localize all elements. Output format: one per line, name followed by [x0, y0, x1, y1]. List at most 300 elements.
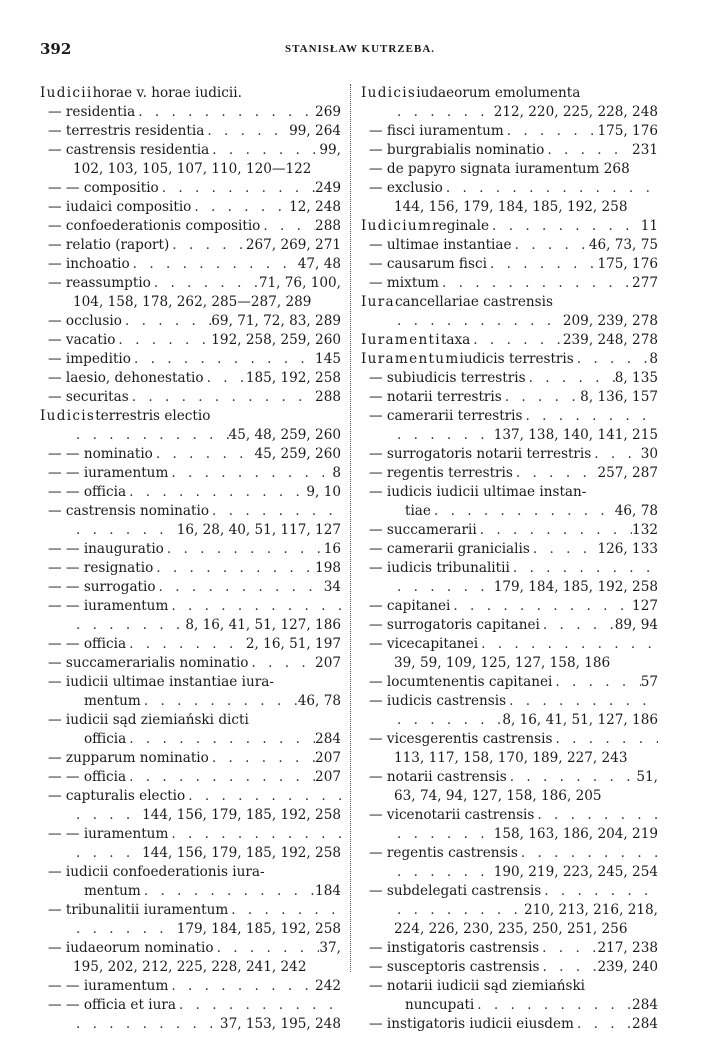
- page-references: 175, 176: [597, 123, 658, 139]
- dot-leader: [156, 578, 324, 597]
- dot-leader: [168, 825, 341, 844]
- entry-term: — reassumptio: [48, 275, 151, 291]
- page-references: 284: [315, 731, 341, 747]
- page-references: 11: [640, 218, 658, 234]
- entry-term: — — resignatio: [48, 560, 154, 576]
- dot-leader: [126, 730, 315, 749]
- index-entry: [361, 312, 658, 331]
- page-references: 210, 213, 216, 218,: [523, 902, 658, 918]
- entry-term: — locumtenentis capitanei: [369, 674, 553, 690]
- entry-term: — notarii castrensis: [369, 769, 507, 785]
- index-entry: [361, 806, 658, 825]
- dot-leader: [526, 369, 615, 388]
- index-entry: [361, 141, 658, 160]
- page-references: 217, 238: [597, 940, 658, 956]
- page-references: 71, 76, 100,: [258, 275, 341, 291]
- page-references: 257, 287: [597, 465, 658, 481]
- index-heading-entry: [40, 84, 341, 103]
- dot-leader: [474, 996, 632, 1015]
- index-entry: [361, 559, 658, 578]
- entry-keyword: Iudicis: [361, 85, 417, 101]
- dot-leader: [73, 806, 142, 825]
- dot-leader: [477, 521, 632, 540]
- index-entry: [361, 787, 658, 806]
- index-entry: [40, 426, 341, 445]
- page-references: 175, 176: [597, 256, 658, 272]
- entry-term: iudaeorum emolumenta: [416, 85, 581, 101]
- page-references: 45, 48, 259, 260: [228, 427, 341, 443]
- page-references: 8, 135: [614, 370, 658, 386]
- entry-term: — ultimae instantiae: [369, 237, 512, 253]
- index-heading-entry: [361, 293, 658, 312]
- index-entry: [40, 331, 341, 350]
- index-entry: [40, 977, 341, 996]
- dot-leader: [176, 996, 341, 1015]
- index-entry: [361, 749, 658, 768]
- entry-term: officia: [84, 731, 127, 747]
- page-references: 46, 78: [614, 503, 658, 519]
- dot-leader: [141, 882, 315, 901]
- page-references: 284: [632, 997, 658, 1013]
- index-entry: [40, 597, 341, 616]
- index-entry: [40, 369, 341, 388]
- index-entry: [361, 160, 658, 179]
- page-references: 46, 73, 75: [588, 237, 658, 253]
- dot-leader: [544, 141, 632, 160]
- index-entry: [40, 768, 341, 787]
- entry-term: — — officia: [48, 769, 127, 785]
- index-entry: [40, 122, 341, 141]
- entry-term: — vicesgerentis castrensis: [369, 731, 553, 747]
- dot-leader: [489, 217, 641, 236]
- entry-keyword: Iuramenti: [361, 332, 441, 348]
- page-references: 99, 264: [289, 123, 341, 139]
- page-references: 99,: [319, 142, 341, 158]
- page-references: 126, 133: [597, 541, 658, 557]
- dot-leader: [73, 844, 142, 863]
- index-entry: [361, 939, 658, 958]
- dot-leader: [185, 787, 341, 806]
- entry-term: — notarii iudicii sąd ziemiański: [369, 978, 586, 994]
- page-references: 51,: [636, 769, 658, 785]
- entry-term: — instigatoris iudicii eiusdem: [369, 1016, 574, 1032]
- index-entry: [40, 882, 341, 901]
- page-references: 2, 16, 51, 197: [245, 636, 341, 652]
- index-heading-entry: [361, 350, 658, 369]
- index-entry: [361, 882, 658, 901]
- index-entry: [361, 179, 658, 198]
- entry-term: — vacatio: [48, 332, 116, 348]
- index-entry: [40, 483, 341, 502]
- entry-term: — relatio (raport): [48, 237, 170, 253]
- index-entry: [361, 996, 658, 1015]
- page-number: 392: [40, 40, 72, 58]
- index-entry: [361, 369, 658, 388]
- dot-leader: [209, 141, 319, 160]
- index-entry: [40, 293, 341, 312]
- page-references: 179, 184, 185, 192, 258: [493, 579, 658, 595]
- dot-leader: [204, 369, 246, 388]
- entry-keyword: Iudicii: [40, 85, 93, 101]
- page-header: [40, 40, 680, 64]
- dot-leader: [478, 635, 658, 654]
- entry-term: iudicis terrestris: [459, 351, 574, 367]
- page-references: 209, 239, 278: [562, 313, 658, 329]
- entry-term: reginale: [432, 218, 490, 234]
- index-entry: [361, 274, 658, 293]
- entry-term: — regentis terrestris: [369, 465, 513, 481]
- page-references: 207: [315, 769, 341, 785]
- index-entry: [361, 673, 658, 692]
- index-entry: [361, 464, 658, 483]
- dot-leader: [126, 635, 246, 654]
- entry-term: 63, 74, 94, 127, 158, 186, 205: [394, 788, 602, 804]
- page-references: 89, 94: [614, 617, 658, 633]
- page-references: 198: [315, 560, 341, 576]
- page-references: 185, 192, 258: [245, 370, 341, 386]
- index-entry: [40, 1015, 341, 1034]
- entry-term: — — iuramentum: [48, 978, 169, 994]
- dot-leader: [141, 692, 298, 711]
- index-entry: [40, 521, 341, 540]
- dot-leader: [73, 920, 177, 939]
- entry-term: 113, 117, 158, 170, 189, 227, 243: [394, 750, 628, 766]
- entry-term: — — iuramentum: [48, 465, 169, 481]
- page-references: 288: [315, 389, 341, 405]
- index-entry: [361, 483, 658, 502]
- entry-term: — castrensis residentia: [48, 142, 210, 158]
- entry-term: — succamerarialis nominatio: [48, 655, 249, 671]
- dot-leader: [73, 616, 185, 635]
- dot-leader: [540, 958, 598, 977]
- entry-term: cancellariae castrensis: [394, 294, 553, 310]
- page-references: 179, 184, 185, 192, 258: [176, 921, 341, 937]
- index-entry: [40, 939, 341, 958]
- dot-leader: [159, 179, 315, 198]
- entry-term: horae v. horae iudicii.: [92, 85, 242, 101]
- entry-term: mentum: [84, 693, 141, 709]
- index-entry: [361, 616, 658, 635]
- index-entry: [40, 616, 341, 635]
- entry-term: — surrogatoris capitanei: [369, 617, 540, 633]
- index-heading-entry: [361, 84, 658, 103]
- index-entry: [40, 179, 341, 198]
- index-entry: [361, 730, 658, 749]
- index-entry: [40, 103, 341, 122]
- index-entry: [40, 711, 341, 730]
- entry-term: — camerarii terrestris: [369, 408, 523, 424]
- dot-leader: [394, 711, 502, 730]
- dot-leader: [394, 825, 494, 844]
- entry-term: — confoederationis compositio: [48, 218, 261, 234]
- page-references: 267, 269, 271: [245, 237, 341, 253]
- index-entry: [361, 920, 658, 939]
- page-references: 145: [315, 351, 341, 367]
- entry-term: — vicecapitanei: [369, 636, 479, 652]
- page-references: 37,: [319, 940, 341, 956]
- page-references: 47, 48: [297, 256, 341, 272]
- page-references: 144, 156, 179, 185, 192, 258: [142, 845, 341, 861]
- entry-term: — iudicii confoederationis iura-: [48, 864, 265, 880]
- page-references: 212, 220, 225, 228, 248: [493, 104, 658, 120]
- page-references: 30: [640, 446, 658, 462]
- dot-leader: [487, 255, 598, 274]
- dot-leader: [470, 331, 563, 350]
- dot-leader: [260, 217, 315, 236]
- dot-leader: [153, 559, 315, 578]
- page-references: 8, 136, 157: [580, 389, 658, 405]
- index-entry: [40, 654, 341, 673]
- dot-leader: [439, 274, 632, 293]
- dot-leader: [530, 540, 598, 559]
- dot-leader: [228, 901, 341, 920]
- page-references: 8: [332, 465, 341, 481]
- dot-leader: [502, 388, 580, 407]
- dot-leader: [504, 122, 598, 141]
- index-entry: [40, 236, 341, 255]
- index-entry: [40, 692, 341, 711]
- index-entry: [361, 958, 658, 977]
- entry-term: — mixtum: [369, 275, 439, 291]
- dot-leader: [541, 882, 658, 901]
- dot-leader: [510, 559, 658, 578]
- entry-keyword: Iuramentum: [361, 351, 460, 367]
- index-entry: [40, 673, 341, 692]
- entry-term: — terrestris residentia: [48, 123, 205, 139]
- index-entry: [40, 388, 341, 407]
- index-entry: [40, 996, 341, 1015]
- entry-term: — — officia et iura: [48, 997, 176, 1013]
- dot-leader: [168, 977, 315, 996]
- index-entry: [40, 350, 341, 369]
- entry-term: — iudicii sąd ziemiański dicti: [48, 712, 249, 728]
- dot-leader: [450, 597, 632, 616]
- index-entry: [40, 198, 341, 217]
- dot-leader: [249, 654, 316, 673]
- dot-leader: [394, 863, 494, 882]
- entry-term: — — inauguratio: [48, 541, 164, 557]
- entry-term: terrestris electio: [95, 408, 211, 424]
- index-entry: [361, 844, 658, 863]
- index-entry: [40, 464, 341, 483]
- page-references: 231: [632, 142, 658, 158]
- dot-leader: [506, 692, 658, 711]
- page-references: 284: [632, 1016, 658, 1032]
- dot-leader: [209, 749, 315, 768]
- dot-leader: [130, 255, 298, 274]
- dot-leader: [518, 844, 658, 863]
- index-entry: [361, 597, 658, 616]
- entry-term: — iudaeorum nominatio: [48, 940, 214, 956]
- entry-term: — subiudicis terrestris: [369, 370, 526, 386]
- entry-term: — de papyro signata iuramentum 268: [369, 161, 630, 177]
- index-entry: [40, 863, 341, 882]
- index-entry: [361, 236, 658, 255]
- entry-term: — exclusio: [369, 180, 443, 196]
- dot-leader: [394, 901, 524, 920]
- index-heading-entry: [361, 331, 658, 350]
- index-entry: [40, 160, 341, 179]
- entry-term: — vicenotarii castrensis: [369, 807, 535, 823]
- index-entry: [361, 103, 658, 122]
- index-entry: [40, 578, 341, 597]
- index-entry: [40, 730, 341, 749]
- index-entry: [40, 312, 341, 331]
- index-heading-entry: [361, 217, 658, 236]
- page-references: 239, 240: [597, 959, 658, 975]
- dot-leader: [394, 426, 494, 445]
- dot-leader: [168, 597, 341, 616]
- page-references: 249: [315, 180, 341, 196]
- dot-leader: [73, 521, 177, 540]
- page-references: 137, 138, 140, 141, 215: [493, 427, 658, 443]
- dot-leader: [507, 768, 637, 787]
- dot-leader: [209, 502, 341, 521]
- entry-term: 39, 59, 109, 125, 127, 158, 186: [394, 655, 611, 671]
- entry-term: — — officia: [48, 636, 127, 652]
- index-entry: [361, 977, 658, 996]
- dot-leader: [153, 445, 255, 464]
- dot-leader: [191, 198, 289, 217]
- index-entry: [40, 844, 341, 863]
- page-references: 158, 163, 186, 204, 219: [493, 826, 658, 842]
- page-references: 239, 248, 278: [562, 332, 658, 348]
- index-entry: [361, 198, 658, 217]
- page-references: 277: [632, 275, 658, 291]
- entry-term: — castrensis nominatio: [48, 503, 210, 519]
- index-entry: [40, 787, 341, 806]
- dot-leader: [552, 730, 658, 749]
- page-references: 144, 156, 179, 185, 192, 258: [142, 807, 341, 823]
- index-entry: [361, 122, 658, 141]
- index-entry: [361, 426, 658, 445]
- entry-term: 195, 202, 212, 225, 228, 241, 242: [73, 959, 307, 975]
- entry-term: — — surrogatio: [48, 579, 156, 595]
- entry-term: — surrogatoris notarii terrestris: [369, 446, 592, 462]
- index-entry: [361, 768, 658, 787]
- dot-leader: [431, 502, 615, 521]
- entry-term: — laesio, dehonestatio: [48, 370, 204, 386]
- index-entry: [361, 825, 658, 844]
- entry-term: — — iuramentum: [48, 826, 169, 842]
- dot-leader: [204, 122, 289, 141]
- index-entry: [40, 825, 341, 844]
- dot-leader: [126, 483, 306, 502]
- page-references: 46, 78: [297, 693, 341, 709]
- entry-term: — occlusio: [48, 313, 122, 329]
- entry-term: — iudicii ultimae instantiae iura-: [48, 674, 274, 690]
- entry-term: — regentis castrensis: [369, 845, 518, 861]
- index-heading-entry: [40, 407, 341, 426]
- index-entry: [40, 635, 341, 654]
- entry-term: — burgrabialis nominatio: [369, 142, 545, 158]
- entry-term: mentum: [84, 883, 141, 899]
- index-entry: [361, 502, 658, 521]
- page-references: 16, 28, 40, 51, 117, 127: [176, 522, 341, 538]
- entry-keyword: Iura: [361, 294, 395, 310]
- dot-leader: [574, 1015, 632, 1034]
- page-references: 207: [315, 750, 341, 766]
- page-references: 269: [315, 104, 341, 120]
- dot-leader: [131, 350, 315, 369]
- index-entry: [361, 255, 658, 274]
- index-entry: [40, 559, 341, 578]
- entry-term: — camerarii granicialis: [369, 541, 530, 557]
- dot-leader: [122, 312, 211, 331]
- index-entry: [361, 692, 658, 711]
- entry-term: — capitanei: [369, 598, 451, 614]
- entry-keyword: Iudicium: [361, 218, 433, 234]
- entry-term: taxa: [440, 332, 471, 348]
- index-entry: [361, 635, 658, 654]
- dot-leader: [126, 768, 315, 787]
- dot-leader: [540, 616, 615, 635]
- page-references: 34: [323, 579, 341, 595]
- dot-leader: [129, 388, 315, 407]
- entry-term: — tribunalitii iuramentum: [48, 902, 229, 918]
- index-entry: [40, 901, 341, 920]
- dot-leader: [443, 179, 658, 198]
- index-entry: [361, 388, 658, 407]
- index-entry: [361, 540, 658, 559]
- page-references: 184: [315, 883, 341, 899]
- index-entry: [40, 806, 341, 825]
- dot-leader: [73, 426, 229, 445]
- index-entry: [361, 1015, 658, 1034]
- page-references: 242: [315, 978, 341, 994]
- page-references: 37, 153, 195, 248: [219, 1016, 341, 1032]
- page-references: 16: [323, 541, 341, 557]
- entry-term: — — iuramentum: [48, 598, 169, 614]
- dot-leader: [73, 1015, 220, 1034]
- index-entry: [361, 578, 658, 597]
- entry-term: — capturalis electio: [48, 788, 186, 804]
- index-column-left: [40, 84, 341, 1034]
- page-references: 9, 10: [306, 484, 341, 500]
- page-references: 69, 71, 72, 83, 289: [211, 313, 341, 329]
- entry-term: tiae: [405, 503, 431, 519]
- index-entry: [40, 958, 341, 977]
- entry-term: — iudicis castrensis: [369, 693, 507, 709]
- entry-term: 224, 226, 230, 235, 250, 251, 256: [394, 921, 628, 937]
- page-references: 192, 258, 259, 260: [211, 332, 341, 348]
- dot-leader: [169, 236, 246, 255]
- index-column-right: [361, 84, 658, 1034]
- entry-term: — succamerarii: [369, 522, 477, 538]
- dot-leader: [513, 464, 598, 483]
- dot-leader: [164, 540, 324, 559]
- entry-term: nuncupati: [405, 997, 475, 1013]
- dot-leader: [539, 939, 597, 958]
- page-references: 207: [315, 655, 341, 671]
- index-entry: [361, 863, 658, 882]
- entry-term: — instigatoris castrensis: [369, 940, 540, 956]
- index-entry: [361, 407, 658, 426]
- page-references: 8: [649, 351, 658, 367]
- page-references: 127: [632, 598, 658, 614]
- dot-leader: [151, 274, 259, 293]
- page-references: 132: [632, 522, 658, 538]
- dot-leader: [394, 578, 494, 597]
- index-entry: [40, 217, 341, 236]
- entry-term: — notarii terrestris: [369, 389, 502, 405]
- dot-leader: [135, 103, 315, 122]
- entry-term: — residentia: [48, 104, 136, 120]
- entry-term: — zupparum nominatio: [48, 750, 209, 766]
- page-references: 45, 259, 260: [254, 446, 341, 462]
- dot-leader: [394, 103, 494, 122]
- index-entry: [40, 274, 341, 293]
